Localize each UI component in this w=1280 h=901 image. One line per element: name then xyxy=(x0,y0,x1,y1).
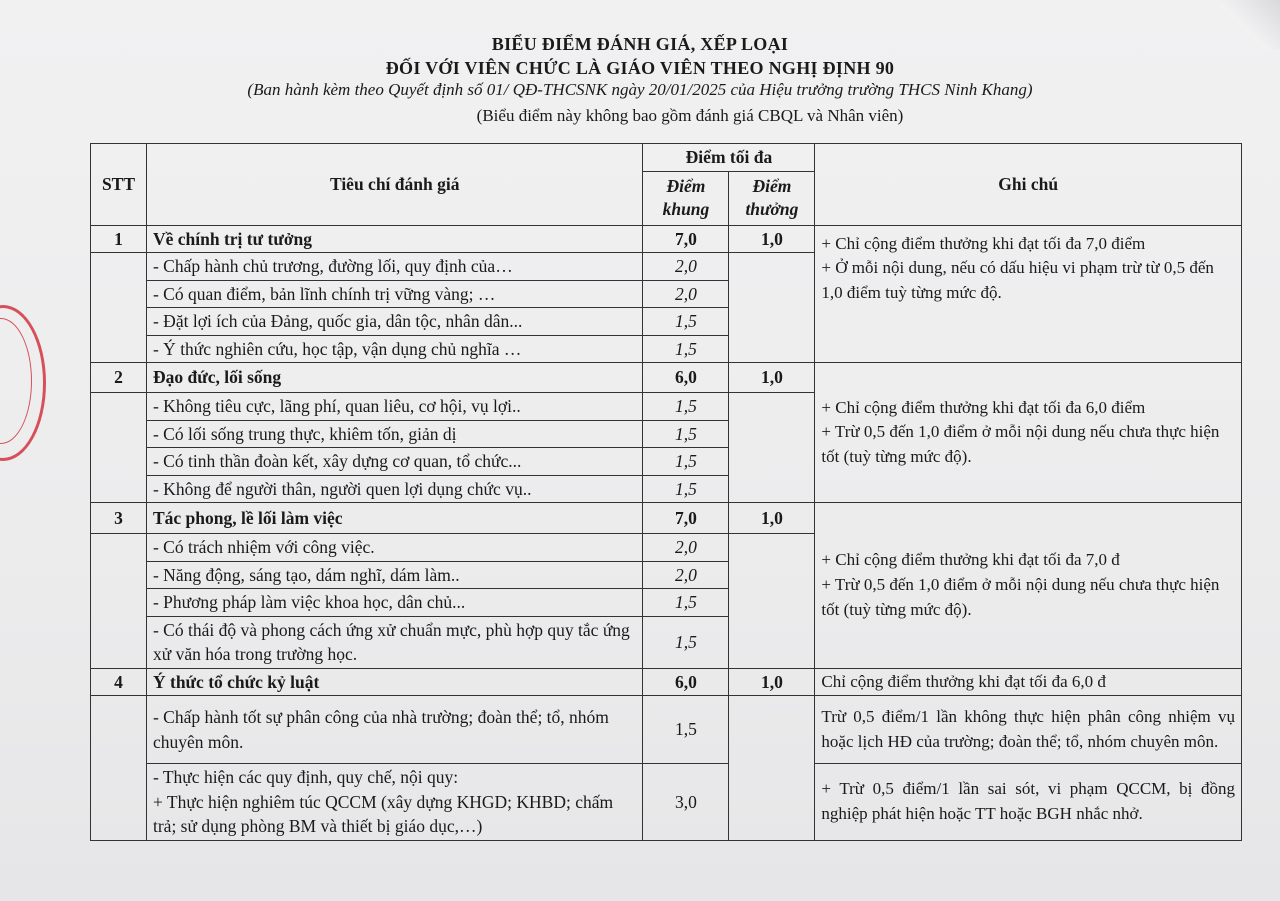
criterion-score: 2,0 xyxy=(643,253,729,281)
criterion-item: - Không tiêu cực, lãng phí, quan liêu, cơ hội, vụ lợi.. xyxy=(146,393,642,421)
criterion-score: 2,0 xyxy=(643,561,729,589)
section-note: + Chỉ cộng điểm thưởng khi đạt tối đa 6,0 điểm + Trừ 0,5 đến 1,0 điểm ở mỗi nội dung nếu chưa thực hiện tốt (tuỳ từng mức độ). xyxy=(815,363,1242,503)
bonus-blank xyxy=(729,696,815,841)
header-max-score: Điểm tối đa xyxy=(643,144,815,172)
document-subtitle: (Ban hành kèm theo Quyết định số 01/ QĐ-THCSNK ngày 20/01/2025 của Hiệu trưởng trường THCS Ninh Khang) xyxy=(247,80,1033,99)
section-frame-score: 6,0 xyxy=(643,363,729,393)
section-frame-score: 7,0 xyxy=(643,225,729,253)
criterion-item: - Ý thức nghiên cứu, học tập, vận dụng chủ nghĩa … xyxy=(146,335,642,363)
section-title: Đạo đức, lối sống xyxy=(146,363,642,393)
criterion-item: - Năng động, sáng tạo, dám nghĩ, dám làm.. xyxy=(146,561,642,589)
section-bonus-score: 1,0 xyxy=(729,225,815,253)
header-criteria: Tiêu chí đánh giá xyxy=(146,144,642,226)
criterion-item: - Chấp hành tốt sự phân công của nhà trường; đoàn thể; tổ, nhóm chuyên môn. xyxy=(146,696,642,764)
document-title-line-2: ĐỐI VỚI VIÊN CHỨC LÀ GIÁO VIÊN THEO NGHỊ ĐỊNH 90 xyxy=(385,58,895,78)
section-note: Chỉ cộng điểm thưởng khi đạt tối đa 6,0 đ xyxy=(815,668,1242,696)
evaluation-table xyxy=(90,143,1242,841)
header-note: Ghi chú xyxy=(815,144,1242,226)
criterion-item: - Có thái độ và phong cách ứng xử chuẩn mực, phù hợp quy tắc ứng xử văn hóa trong trường học. xyxy=(146,616,642,668)
bonus-blank xyxy=(729,393,815,503)
section-stt: 3 xyxy=(91,503,147,534)
criterion-score: 2,0 xyxy=(643,280,729,308)
section-title: Tác phong, lề lối làm việc xyxy=(146,503,642,534)
header-frame-score: Điểm khung xyxy=(643,171,729,225)
criterion-item: - Thực hiện các quy định, quy chế, nội quy: + Thực hiện nghiêm túc QCCM (xây dựng KHGD; KHBD; chấm trả; sử dụng phòng BM và thiết bị giáo dục,…) xyxy=(146,764,642,841)
criterion-score: 1,5 xyxy=(643,589,729,617)
criterion-score: 1,5 xyxy=(643,475,729,503)
section-bonus-score: 1,0 xyxy=(729,363,815,393)
criterion-score: 1,5 xyxy=(643,335,729,363)
criterion-item: - Có quan điểm, bản lĩnh chính trị vững vàng; … xyxy=(146,280,642,308)
section-bonus-score: 1,0 xyxy=(729,668,815,696)
criterion-note: + Trừ 0,5 điểm/1 lần sai sót, vi phạm QCCM, bị đồng nghiệp phát hiện hoặc TT hoặc BGH nhắc nhở. xyxy=(815,764,1242,841)
stt-blank xyxy=(91,393,147,503)
section-stt: 4 xyxy=(91,668,147,696)
section-frame-score: 6,0 xyxy=(643,668,729,696)
header-stt: STT xyxy=(91,144,147,226)
criterion-note: Trừ 0,5 điểm/1 lần không thực hiện phân công nhiệm vụ hoặc lịch HĐ của trường; đoàn thể; tổ, nhóm chuyên môn. xyxy=(815,696,1242,764)
bonus-blank xyxy=(729,253,815,363)
section-stt: 1 xyxy=(91,225,147,253)
criterion-score: 1,5 xyxy=(643,393,729,421)
stt-blank xyxy=(91,253,147,363)
document-note: (Biểu điểm này không bao gồm đánh giá CBQL và Nhân viên) xyxy=(476,106,904,125)
criterion-score: 3,0 xyxy=(643,764,729,841)
criterion-score: 2,0 xyxy=(643,534,729,562)
stt-blank xyxy=(91,534,147,669)
section-stt: 2 xyxy=(91,363,147,393)
criterion-item: - Không để người thân, người quen lợi dụng chức vụ.. xyxy=(146,475,642,503)
document-title-line-1: BIỂU ĐIỂM ĐÁNH GIÁ, XẾP LOẠI xyxy=(491,34,789,54)
section-title: Ý thức tổ chức kỷ luật xyxy=(146,668,642,696)
criterion-item: - Có tinh thần đoàn kết, xây dựng cơ quan, tổ chức... xyxy=(146,448,642,476)
section-bonus-score: 1,0 xyxy=(729,503,815,534)
criterion-item: - Đặt lợi ích của Đảng, quốc gia, dân tộc, nhân dân... xyxy=(146,308,642,336)
section-note: + Chỉ cộng điểm thưởng khi đạt tối đa 7,0 điểm + Ở mỗi nội dung, nếu có dấu hiệu vi phạm trừ từ 0,5 đến 1,0 điểm tuỳ từng mức độ. xyxy=(815,225,1242,363)
criterion-item: - Có lối sống trung thực, khiêm tốn, giản dị xyxy=(146,420,642,448)
criterion-score: 1,5 xyxy=(643,308,729,336)
stt-blank xyxy=(91,696,147,841)
criterion-item: - Chấp hành chủ trương, đường lối, quy định của… xyxy=(146,253,642,281)
criterion-score: 1,5 xyxy=(643,448,729,476)
criterion-item: - Phương pháp làm việc khoa học, dân chủ... xyxy=(146,589,642,617)
section-frame-score: 7,0 xyxy=(643,503,729,534)
criterion-item: - Có trách nhiệm với công việc. xyxy=(146,534,642,562)
bonus-blank xyxy=(729,534,815,669)
header-bonus-score: Điểm thưởng xyxy=(729,171,815,225)
criterion-score: 1,5 xyxy=(643,420,729,448)
criterion-score: 1,5 xyxy=(643,696,729,764)
criterion-score: 1,5 xyxy=(643,616,729,668)
section-title: Về chính trị tư tưởng xyxy=(146,225,642,253)
section-note: + Chỉ cộng điểm thưởng khi đạt tối đa 7,0 đ + Trừ 0,5 đến 1,0 điểm ở mỗi nội dung nếu chưa thực hiện tốt (tuỳ từng mức độ). xyxy=(815,503,1242,669)
